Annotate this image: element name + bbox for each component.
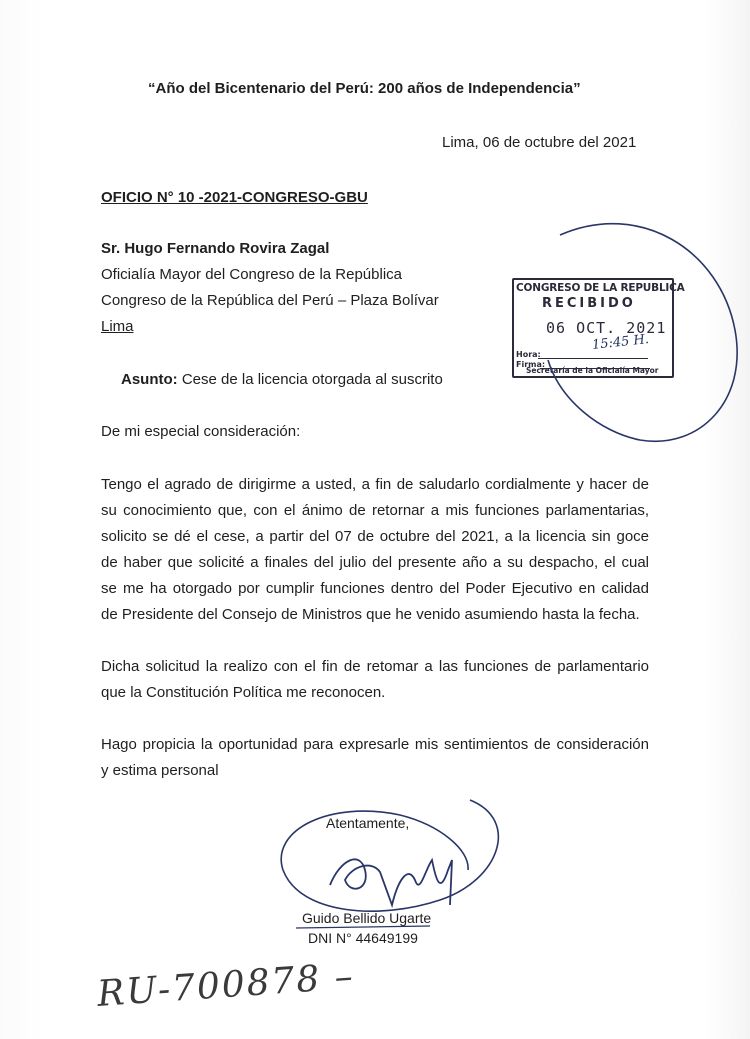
motto-heading: “Año del Bicentenario del Perú: 200 años de Independencia”	[148, 80, 581, 97]
stamp-received: RECIBIDO	[542, 296, 636, 311]
recipient-name: Sr. Hugo Fernando Rovira Zagal	[101, 240, 330, 257]
subject-label: Asunto:	[121, 371, 178, 388]
closing-text: Atentamente,	[326, 815, 410, 831]
signer-dni: DNI N° 44649199	[308, 930, 418, 946]
signature-underline	[296, 926, 430, 928]
paragraph-line: de haber que solicité a finales del julio del presente año a su despacho, el cual	[101, 554, 649, 571]
stamp-handwritten-time: 15:45 H.	[591, 332, 650, 353]
stamp-hora-label: Hora:	[516, 350, 541, 359]
paragraph-line: se me ha otorgado por cumplir funciones dentro del Poder Ejecutivo en calidad	[101, 580, 649, 597]
stamp-date: 06 OCT. 2021	[546, 319, 667, 337]
paragraph-line: solicito se dé el cese, a partir del 07 de octubre del 2021, a la licencia sin goce	[101, 528, 649, 545]
oficio-number: OFICIO N° 10 -2021-CONGRESO-GBU	[101, 189, 368, 206]
subject-text: Cese de la licencia otorgada al suscrito	[177, 371, 443, 388]
stamp-institution: CONGRESO DE LA REPUBLICA	[516, 282, 685, 294]
paragraph-line: su conocimiento que, con el ánimo de retornar a mis funciones parlamentarias,	[101, 502, 649, 519]
signature-loop-stroke	[281, 800, 498, 911]
stamp-office: Secretaría de la Oficialía Mayor	[526, 366, 659, 375]
paragraph-line: que la Constitución Política me reconocen.	[101, 684, 386, 701]
signature-scribble	[330, 859, 452, 905]
paragraph-line: y estima personal	[101, 762, 219, 779]
stamp-loop-stroke	[548, 224, 737, 442]
recipient-office: Oficialía Mayor del Congreso de la República	[101, 266, 402, 283]
recipient-institution: Congreso de la República del Perú – Plaza Bolívar	[101, 292, 439, 309]
place-date: Lima, 06 de octubre del 2021	[442, 134, 637, 151]
handwritten-reference-note: RU-700878 –	[95, 956, 356, 1015]
paragraph-line: de Presidente del Consejo de Ministros que he venido asumiendo hasta la fecha.	[101, 606, 640, 623]
stamp-firma-label: Firma:	[516, 360, 546, 369]
signer-name: Guido Bellido Ugarte	[302, 910, 432, 926]
paragraph-line: Dicha solicitud la realizo con el fin de retomar a las funciones de parlamentario	[101, 658, 649, 675]
paragraph-line: Tengo el agrado de dirigirme a usted, a fin de saludarlo cordialmente y hacer de	[101, 476, 649, 493]
greeting: De mi especial consideración:	[101, 423, 301, 440]
paragraph-line: Hago propicia la oportunidad para expresarle mis sentimientos de consideración	[101, 736, 649, 753]
recipient-city: Lima	[101, 318, 134, 335]
